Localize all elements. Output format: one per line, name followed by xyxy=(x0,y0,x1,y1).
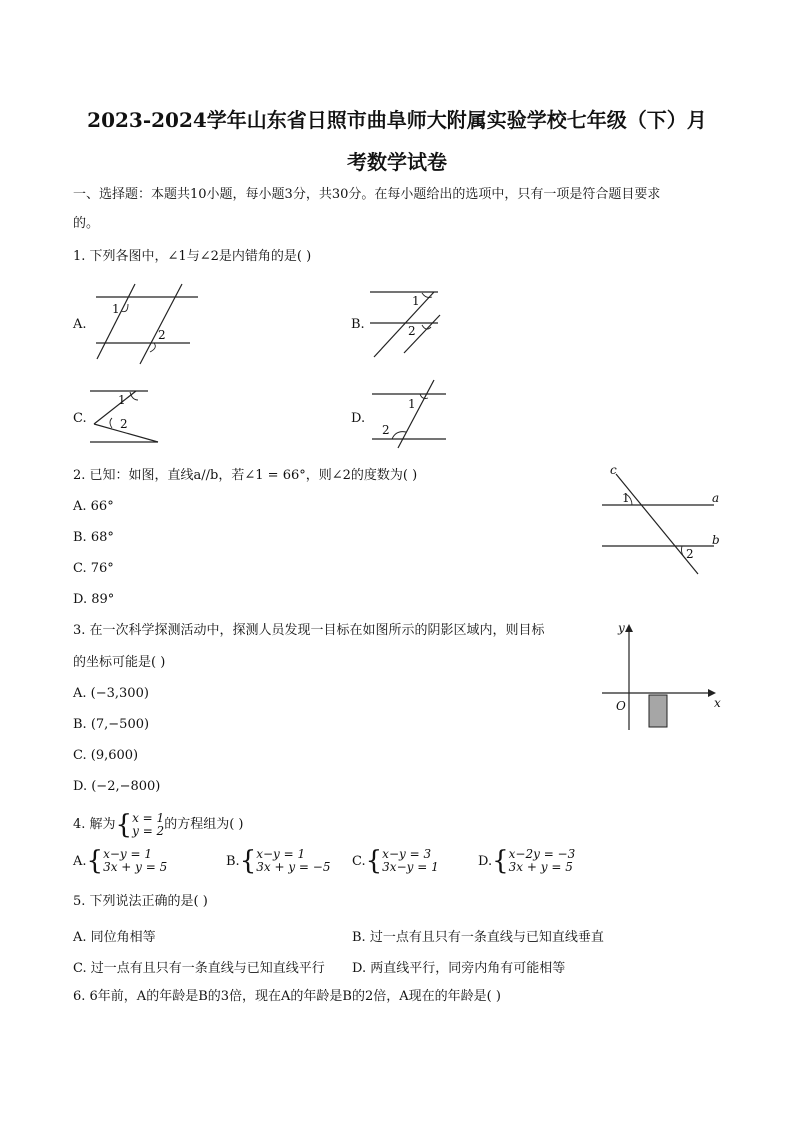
q4-option-d-label: D. xyxy=(478,853,493,869)
q2-label-2: 2 xyxy=(686,547,694,561)
q1-option-c: C. xyxy=(73,411,87,426)
q5-option-b: B. 过一点有且只有一条直线与已知直线垂直 xyxy=(352,930,604,945)
q4-option-a-label: A. xyxy=(73,853,87,869)
q4-option-a-brace: { xyxy=(86,846,104,876)
q2-option-a: A. 66° xyxy=(73,499,114,514)
q3-option-c: C. (9,600) xyxy=(73,748,139,763)
q5-option-c: C. 过一点有且只有一条直线与已知直线平行 xyxy=(73,961,325,976)
q4-option-b-brace: { xyxy=(239,846,257,876)
q5-stem: 5. 下列说法正确的是( ) xyxy=(73,894,208,909)
q2-label-1: 1 xyxy=(622,491,630,505)
q1b-label-2: 2 xyxy=(408,324,416,338)
q1-option-d: D. xyxy=(351,411,366,426)
q3-label-y: y xyxy=(618,621,625,635)
q2-option-b: B. 68° xyxy=(73,530,114,545)
q1-figure-a xyxy=(88,280,208,365)
q3-option-b: B. (7,−500) xyxy=(73,717,150,732)
section-heading-line1: 一、选择题：本题共10小题，每小题3分，共30分。在每小题给出的选项中，只有一项是符合题目要求 xyxy=(73,187,661,202)
q3-option-a: A. (−3,300) xyxy=(73,686,149,701)
q3-stem-line2: 的坐标可能是( ) xyxy=(73,655,166,670)
q4-stem-post: 的方程组为( ) xyxy=(164,817,244,832)
q1-option-b: B. xyxy=(351,317,365,332)
q4-brace: { xyxy=(115,810,133,840)
q4-option-d xyxy=(478,848,575,874)
section-heading-line2: 的。 xyxy=(73,216,100,231)
q4-option-c-system xyxy=(382,848,439,874)
q3-stem-line1: 3. 在一次科学探测活动中，探测人员发现一目标在如图所示的阴影区域内，则目标 xyxy=(73,623,545,638)
q2-label-b: b xyxy=(712,533,720,547)
q4-stem-system xyxy=(132,812,164,838)
q4-option-b xyxy=(226,848,330,874)
q4-option-c-eq1: x−y = 3 xyxy=(382,847,432,861)
q4-option-b-label: B. xyxy=(226,853,240,869)
q1-stem: 1. 下列各图中，∠1与∠2是内错角的是( ) xyxy=(73,249,312,264)
q4-option-d-eq2: 3x + y = 5 xyxy=(508,860,573,874)
q1d-label-1: 1 xyxy=(408,397,416,411)
q5-option-a: A. 同位角相等 xyxy=(73,930,156,945)
q4-option-a-eq2: 3x + y = 5 xyxy=(103,860,168,874)
q1-figure-c xyxy=(86,386,166,448)
q4-option-b-system xyxy=(256,848,330,874)
q2-stem: 2. 已知：如图，直线a//b，若∠1 = 66°，则∠2的度数为( ) xyxy=(73,468,418,483)
q2-option-c: C. 76° xyxy=(73,561,114,576)
q4-stem xyxy=(73,812,243,838)
page-title-line1: 2023-2024学年山东省日照市曲阜师大附属实验学校七年级（下）月 xyxy=(87,108,707,132)
q4-option-b-eq1: x−y = 1 xyxy=(256,847,306,861)
q4-option-b-eq2: 3x + y = −5 xyxy=(256,860,331,874)
q4-option-a-eq1: x−y = 1 xyxy=(103,847,152,861)
q4-option-c-eq2: 3x−y = 1 xyxy=(382,860,439,874)
q4-option-c xyxy=(352,848,439,874)
q3-option-d: D. (−2,−800) xyxy=(73,779,161,794)
q4-stem-eq1: x = 1 xyxy=(132,811,165,825)
q4-option-d-brace: { xyxy=(492,846,509,876)
q4-option-d-eq1: x−2y = −3 xyxy=(508,847,576,861)
q4-stem-eq2: y = 2 xyxy=(132,824,165,838)
q4-option-c-brace: { xyxy=(365,846,383,876)
page-title-line2: 考数学试卷 xyxy=(347,150,447,174)
q1d-label-2: 2 xyxy=(382,423,390,437)
q1c-label-2: 2 xyxy=(120,417,128,431)
q1-figure-d xyxy=(368,376,450,450)
q1-figure-b xyxy=(368,285,448,360)
q4-option-a-system xyxy=(103,848,167,874)
q1b-label-1: 1 xyxy=(412,294,420,308)
q2-figure xyxy=(596,462,726,580)
q2-label-c: c xyxy=(610,463,617,477)
q3-label-x: x xyxy=(714,696,721,710)
q4-option-d-system xyxy=(509,848,576,874)
q1a-label-1: 1 xyxy=(112,302,120,316)
q3-label-o: O xyxy=(616,699,626,713)
q4-option-a xyxy=(73,848,167,874)
q4-stem-pre: 4. 解为 xyxy=(73,817,116,832)
q3-figure xyxy=(598,618,728,736)
q2-label-a: a xyxy=(712,491,720,505)
q1-option-a: A. xyxy=(73,317,87,332)
q2-option-d: D. 89° xyxy=(73,592,115,607)
q1c-label-1: 1 xyxy=(118,393,126,407)
q5-option-d: D. 两直线平行，同旁内角有可能相等 xyxy=(352,961,566,976)
q6-stem: 6. 6年前，A的年龄是B的3倍，现在A的年龄是B的2倍，A现在的年龄是( ) xyxy=(73,989,501,1004)
q1a-label-2: 2 xyxy=(158,328,166,342)
q4-option-c-label: C. xyxy=(352,853,366,869)
